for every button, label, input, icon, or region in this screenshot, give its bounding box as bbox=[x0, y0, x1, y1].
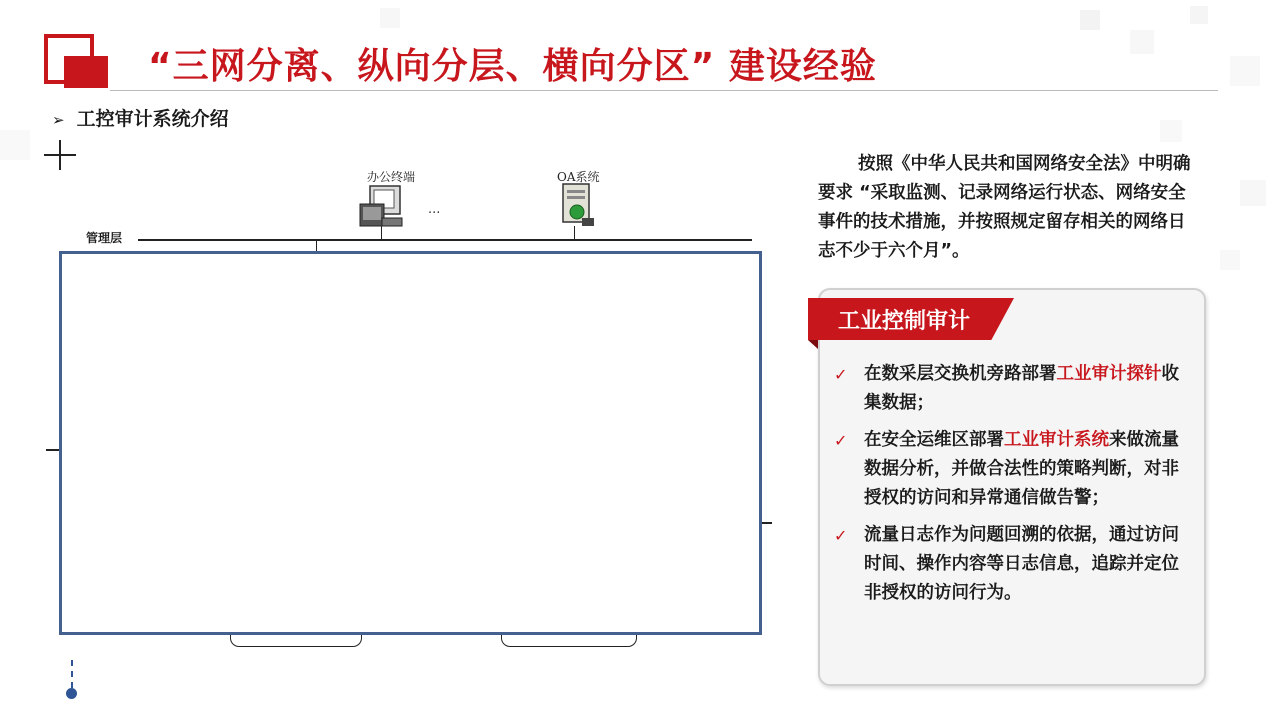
list-item bbox=[834, 426, 1186, 513]
left-tick-mark bbox=[46, 449, 59, 451]
item-text: 流量日志作为问题回溯的依据，通过访问时间、操作内容等日志信息，追踪并定位非授权的访问行为。 bbox=[864, 525, 1179, 603]
bottom-bracket-left bbox=[230, 635, 362, 647]
device-label-oa-system: OA系统 bbox=[557, 170, 600, 184]
law-text: 按照《中华人民共和国网络安全法》中明确要求 “采取监测、记录网络运行状态、网络安全事件的技术措施，并按照规定留存相关的网络日志不少于六个月”。 bbox=[818, 154, 1191, 261]
crosshair-icon-vertical bbox=[59, 140, 61, 170]
server-icon bbox=[560, 182, 598, 228]
oa-connector bbox=[574, 226, 575, 239]
section-subtitle bbox=[52, 104, 229, 131]
right-tick-mark bbox=[762, 522, 772, 524]
title-divider bbox=[110, 90, 1218, 91]
cybersecurity-law-paragraph bbox=[818, 150, 1198, 266]
page-title: “三网分离、纵向分层、横向分区” 建设经验 bbox=[148, 46, 877, 87]
check-icon: ✓ bbox=[834, 526, 848, 545]
audit-item-list bbox=[834, 360, 1186, 616]
logo-square-fill bbox=[64, 56, 108, 88]
arrow-bullet-icon: ➢ bbox=[52, 111, 65, 129]
card-heading: 工业控制审计 bbox=[838, 309, 971, 334]
dashed-connector bbox=[71, 660, 73, 688]
ribbon-fold bbox=[808, 340, 818, 349]
bottom-bracket-right bbox=[501, 635, 637, 647]
network-diagram-frame bbox=[59, 251, 762, 635]
management-bus-line bbox=[138, 239, 752, 241]
section-subtitle-text: 工控审计系统介绍 bbox=[76, 108, 229, 130]
management-layer-label: 管理层 bbox=[86, 231, 123, 245]
item-text: 在数采层交换机旁路部署 bbox=[864, 364, 1057, 384]
item-highlight: 工业审计系统 bbox=[1004, 430, 1109, 450]
item-highlight: 工业审计探针 bbox=[1056, 364, 1162, 384]
item-text-end: 来做流量数据分析，并做合法性的策略判断，对非授权的访问和异常通信做告警； bbox=[864, 430, 1179, 508]
more-devices-ellipsis: ... bbox=[428, 202, 441, 217]
item-text-end: 收集数据； bbox=[864, 364, 1179, 413]
terminal-connector bbox=[381, 226, 382, 239]
connector-dot bbox=[66, 688, 77, 699]
list-item bbox=[834, 360, 1186, 418]
check-icon: ✓ bbox=[834, 365, 848, 384]
desktop-computer-icon bbox=[358, 184, 406, 230]
check-icon: ✓ bbox=[834, 431, 848, 450]
item-text: 在安全运维区部署 bbox=[864, 430, 1004, 450]
device-label-office-terminal: 办公终端 bbox=[367, 170, 416, 184]
list-item bbox=[834, 521, 1186, 608]
frame-connector bbox=[316, 240, 317, 251]
